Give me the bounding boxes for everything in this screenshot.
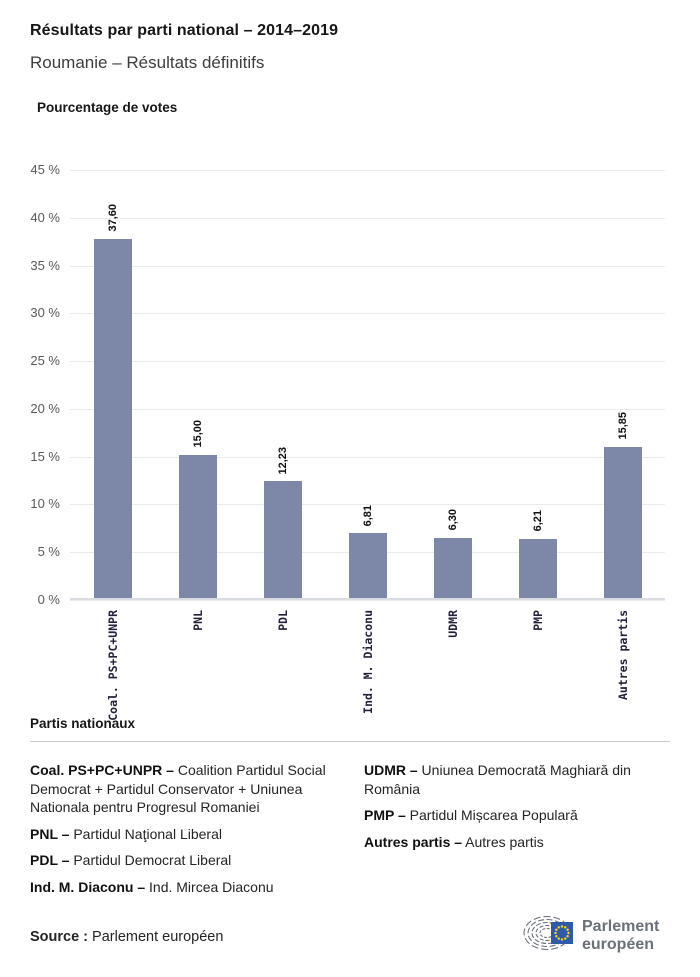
legend-section-title: Partis nationaux bbox=[30, 716, 136, 731]
x-axis-category-label: PNL bbox=[190, 610, 205, 631]
gridline bbox=[70, 409, 665, 410]
bar-value-label: 6,21 bbox=[531, 510, 544, 532]
party-full-name: Ind. Mircea Diaconu bbox=[145, 879, 274, 896]
legend-item bbox=[364, 806, 670, 825]
bar-pdl[interactable] bbox=[264, 481, 302, 598]
party-abbreviation: Ind. M. Diaconu – bbox=[30, 879, 146, 896]
y-axis-tick-label: 40 % bbox=[30, 209, 60, 225]
y-axis-tick-label: 5 % bbox=[37, 544, 60, 560]
gridline bbox=[70, 313, 665, 314]
gridline bbox=[70, 600, 665, 601]
gridline bbox=[70, 457, 665, 458]
party-abbreviation: PDL – bbox=[30, 852, 70, 869]
bar-value-label: 6,30 bbox=[446, 509, 459, 531]
bar-pnl[interactable] bbox=[179, 455, 217, 598]
legend-item bbox=[364, 761, 670, 798]
legend-column bbox=[30, 761, 336, 905]
source-value: Parlement européen bbox=[92, 928, 224, 945]
bar-value-label: 15,85 bbox=[616, 412, 629, 440]
party-abbreviation: PNL – bbox=[30, 825, 70, 842]
gridline bbox=[70, 170, 665, 171]
legend-item bbox=[30, 878, 336, 897]
legend-item bbox=[364, 833, 670, 852]
bar-autres-partis[interactable] bbox=[604, 447, 642, 598]
bar-ind-m-diaconu[interactable] bbox=[349, 533, 387, 598]
bar-value-label: 12,23 bbox=[276, 446, 289, 475]
legend-item bbox=[30, 761, 336, 817]
legend-column bbox=[364, 761, 670, 905]
bar-coal-ps-pc-unpr[interactable] bbox=[94, 239, 132, 598]
source-label: Source : bbox=[30, 928, 89, 945]
party-abbreviation: UDMR – bbox=[364, 762, 418, 778]
party-full-name: Autres partis bbox=[462, 833, 544, 850]
bar-value-label: 6,81 bbox=[361, 504, 374, 526]
y-axis-tick-label: 20 % bbox=[30, 400, 60, 416]
eu-flag-icon bbox=[551, 922, 573, 944]
x-axis-category-label: PDL bbox=[275, 610, 290, 631]
gridline bbox=[70, 218, 665, 219]
x-axis-category-label: Autres partis bbox=[615, 610, 630, 701]
legend-section bbox=[30, 716, 670, 905]
source-line bbox=[30, 929, 223, 945]
logo-text-line2: européen bbox=[582, 935, 655, 953]
y-axis-tick-label: 25 % bbox=[30, 353, 60, 369]
bar-chart bbox=[30, 100, 670, 721]
bar-pmp[interactable] bbox=[519, 539, 557, 598]
page-title: Résultats par parti national – 2014–2019 bbox=[30, 22, 339, 39]
footer bbox=[30, 907, 670, 957]
legend-columns bbox=[30, 742, 670, 905]
party-full-name: Coalition Partidul Social Democrat + Partidul Conservator + Uniunea Nationala pentru Progresul Romaniei bbox=[30, 762, 326, 816]
party-full-name: Uniunea Democrată Maghiară din România bbox=[364, 762, 631, 797]
chart-axis-title: Pourcentage de votes bbox=[37, 100, 178, 115]
y-axis-tick-label: 10 % bbox=[30, 496, 60, 512]
y-axis-tick-label: 35 % bbox=[30, 257, 60, 273]
bar-value-label: 15,00 bbox=[191, 420, 204, 448]
plot-area bbox=[30, 162, 665, 721]
bar-value-label: 37,60 bbox=[106, 204, 119, 232]
y-axis-tick-label: 45 % bbox=[30, 162, 60, 177]
legend-item bbox=[30, 825, 336, 844]
legend-item bbox=[30, 851, 336, 870]
logo-text-line1: Parlement bbox=[582, 917, 660, 935]
x-axis-category-label: PMP bbox=[530, 610, 545, 631]
page-subtitle: Roumanie – Résultats définitifs bbox=[30, 53, 265, 72]
party-full-name: Partidul Naţional Liberal bbox=[69, 825, 222, 842]
party-abbreviation: PMP – bbox=[364, 807, 406, 824]
european-parliament-logo bbox=[520, 907, 670, 957]
party-abbreviation: Autres partis – bbox=[364, 833, 463, 850]
party-full-name: Partidul Mișcarea Populară bbox=[405, 807, 578, 824]
y-axis-tick-label: 30 % bbox=[30, 305, 60, 321]
gridline bbox=[70, 266, 665, 267]
party-abbreviation: Coal. PS+PC+UNPR – bbox=[30, 762, 174, 778]
bar-udmr[interactable] bbox=[434, 538, 472, 598]
x-axis-category-label: Ind. M. Diaconu bbox=[360, 610, 375, 714]
gridline bbox=[70, 361, 665, 362]
party-full-name: Partidul Democrat Liberal bbox=[69, 852, 232, 869]
x-axis-category-label: Coal. PS+PC+UNPR bbox=[105, 610, 120, 721]
y-axis-tick-label: 15 % bbox=[30, 448, 60, 464]
y-axis-tick-label: 0 % bbox=[37, 592, 60, 607]
x-axis-category-label: UDMR bbox=[445, 610, 460, 638]
